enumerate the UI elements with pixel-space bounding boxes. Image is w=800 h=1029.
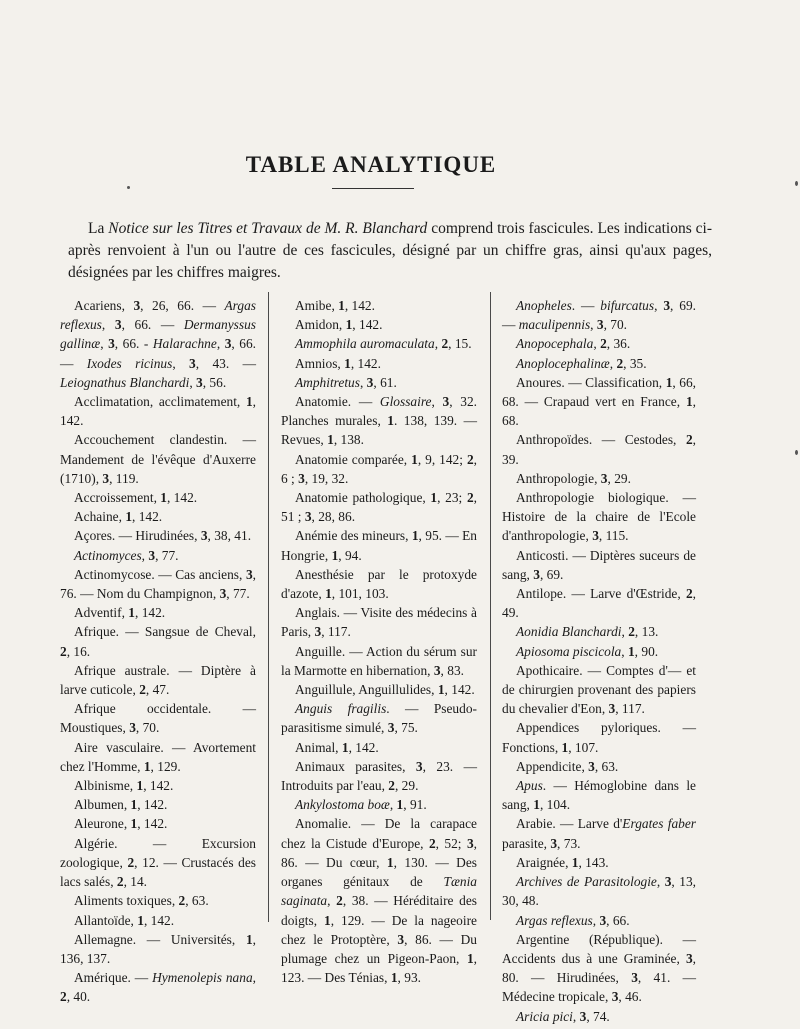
print-speck — [795, 181, 798, 186]
index-entry: Amérique. — Hymenolepis nana, 2, 40. — [60, 970, 256, 1005]
index-entry: Algérie. — Excursion zoologique, 2, 12. — Crustacés des lacs salés, 2, 14. — [60, 835, 256, 890]
index-entry: Apothicaire. — Comptes d'— et de chirurgien provenant des papiers du chevalier d'Eon, 3, 117. — [502, 662, 696, 717]
index-entry: Anguis fragilis. — Pseudo-parasitisme simulé, 3, 75. — [281, 701, 477, 736]
index-entry: Appendices pyloriques. — Fonctions, 1, 107. — [502, 720, 696, 755]
index-entry: Animal, 1, 142. — [295, 739, 379, 755]
index-entry: Anthropologie, 3, 29. — [516, 470, 631, 486]
index-entry: Amnios, 1, 142. — [295, 355, 381, 371]
index-entry: Acclimatation, acclimatement, 1, 142. — [60, 394, 256, 429]
index-entry: Anatomie. — Glossaire, 3, 32. Planches murales, 1. 138, 139. — Revues, 1, 138. — [281, 394, 477, 448]
index-entry: Argas reflexus, 3, 66. — [516, 912, 630, 928]
index-entry: Antilope. — Larve d'Œstride, 2, 49. — [502, 586, 696, 621]
index-entry: Anatomie comparée, 1, 9, 142; 2, 6 ; 3, 19, 32. — [281, 451, 477, 486]
index-entry: Albumen, 1, 142. — [74, 797, 168, 813]
index-entry: Anoplocephalinæ, 2, 35. — [516, 355, 647, 371]
index-entry: Aricia pici, 3, 74. — [516, 1008, 610, 1024]
index-entry: Actinomyces, 3, 77. — [74, 547, 179, 563]
index-entry: Accroissement, 1, 142. — [74, 490, 198, 506]
index-entry: Actinomycose. — Cas anciens, 3, 76. — Nom du Champignon, 3, 77. — [60, 566, 256, 602]
index-entry: Ankylostoma boæ, 1, 91. — [295, 797, 427, 813]
index-entry: Anguillule, Anguillulides, 1, 142. — [295, 682, 475, 698]
index-entry: Animaux parasites, 3, 23. — Introduits par l'eau, 2, 29. — [281, 758, 477, 794]
index-entry: Anesthésie par le protoxyde d'azote, 1, 101, 103. — [281, 566, 477, 602]
index-entry: Açores. — Hirudinées, 3, 38, 41. — [74, 528, 252, 544]
index-column-3 — [502, 296, 696, 1026]
title-rule — [332, 188, 414, 189]
index-entry: Anthropologie biologique. — Histoire de la chaire de l'Ecole d'anthropologie, 3, 115. — [502, 490, 696, 544]
index-entry: Argentine (République). — Accidents dus à une Graminée, 3, 80. — Hirudinées, 3, 41. — Médecine tropicale, 3, 46. — [502, 931, 696, 1005]
index-entry: Amibe, 1, 142. — [295, 298, 375, 313]
index-entry: Accouchement clandestin. — Mandement de l'évêque d'Auxerre (1710), 3, 119. — [60, 432, 256, 486]
index-entry: Anguille. — Action du sérum sur la Marmotte en hibernation, 3, 83. — [281, 643, 477, 678]
index-entry: Archives de Parasitologie, 3, 13, 30, 48. — [502, 874, 696, 909]
index-entry: Apus. — Hémoglobine dans le sang, 1, 104. — [502, 778, 696, 813]
index-entry: Afrique australe. — Diptère à larve cuticole, 2, 47. — [60, 662, 256, 698]
index-entry: Arabie. — Larve d'Ergates faber parasite, 3, 73. — [502, 816, 696, 851]
index-entry: Acariens, 3, 26, 66. — Argas reflexus, 3, 66. — Dermanyssus gallinæ, 3, 66. - Halarachne, 3, 66. — Ixodes ricinus, 3, 43. — Leiognathus Blanchardi, 3, 56. — [60, 298, 257, 390]
index-entry: Aonidia Blanchardi, 2, 13. — [516, 624, 659, 640]
page-title: TABLE ANALYTIQUE — [245, 152, 497, 177]
index-entry: Anglais. — Visite des médecins à Paris, 3, 117. — [281, 605, 477, 640]
index-entry: Allantoïde, 1, 142. — [74, 912, 175, 928]
index-entry: Amphitretus, 3, 61. — [295, 374, 397, 390]
column-divider-2 — [490, 292, 491, 920]
index-entry: Anopocephala, 2, 36. — [516, 336, 631, 352]
index-entry: Aire vasculaire. — Avortement chez l'Homme, 1, 129. — [60, 739, 256, 774]
index-entry: Apiosoma piscicola, 1, 90. — [516, 643, 659, 659]
index-entry: Achaine, 1, 142. — [74, 509, 163, 525]
index-entry: Appendicite, 3, 63. — [516, 758, 619, 774]
index-entry: Anomalie. — De la carapace chez la Cistude d'Europe, 2, 52; 3, 86. — Du cœur, 1, 130. — Des organes génitaux de Tænia saginata, 2, 38. — Héréditaire des doigts, 1, 129. — De la nageoire chez le Protoptère, 3, 86. — Du plumage chez un Pigeon-Paon, 1, 123. — Des Ténias, 1, 93. — [281, 816, 478, 986]
index-entry: Amidon, 1, 142. — [295, 317, 383, 333]
index-entry: Aliments toxiques, 2, 63. — [74, 893, 209, 909]
index-entry: Ammophila auromaculata, 2, 15. — [295, 336, 472, 352]
index-entry: Aleurone, 1, 142. — [74, 816, 168, 832]
index-entry: Anthropoïdes. — Cestodes, 2, 39. — [502, 432, 696, 467]
index-entry: Afrique occidentale. — Moustiques, 3, 70. — [60, 701, 256, 736]
index-column-2 — [281, 296, 477, 987]
print-speck — [795, 450, 798, 455]
index-entry: Afrique. — Sangsue de Cheval, 2, 16. — [60, 624, 256, 659]
index-column-1 — [60, 296, 256, 1007]
index-entry: Albinisme, 1, 142. — [74, 778, 174, 794]
index-entry: Allemagne. — Universités, 1, 136, 137. — [60, 931, 256, 966]
index-entry: Anopheles. — bifurcatus, 3, 69. — maculipennis, 3, 70. — [502, 298, 696, 333]
index-entry: Anémie des mineurs, 1, 95. — En Hongrie, 1, 94. — [281, 528, 477, 563]
column-divider-1 — [268, 292, 269, 922]
index-entry: Anatomie pathologique, 1, 23; 2, 51 ; 3, 28, 86. — [281, 490, 477, 525]
index-entry: Anoures. — Classification, 1, 66, 68. — Crapaud vert en France, 1, 68. — [502, 374, 697, 429]
index-entry: Araignée, 1, 143. — [516, 854, 609, 870]
index-entry: Anticosti. — Diptères suceurs de sang, 3, 69. — [502, 547, 696, 582]
intro-paragraph: La Notice sur les Titres et Travaux de M. R. Blanchard comprend trois fascicules. Les indications ci-après renvoient à l'un ou l'autre de ces fascicules, désigné par un chiffre gras, ainsi qu'aux pages, désignées par les chiffres maigres. — [68, 220, 712, 281]
index-entry: Adventif, 1, 142. — [74, 605, 166, 621]
print-speck — [127, 186, 130, 189]
